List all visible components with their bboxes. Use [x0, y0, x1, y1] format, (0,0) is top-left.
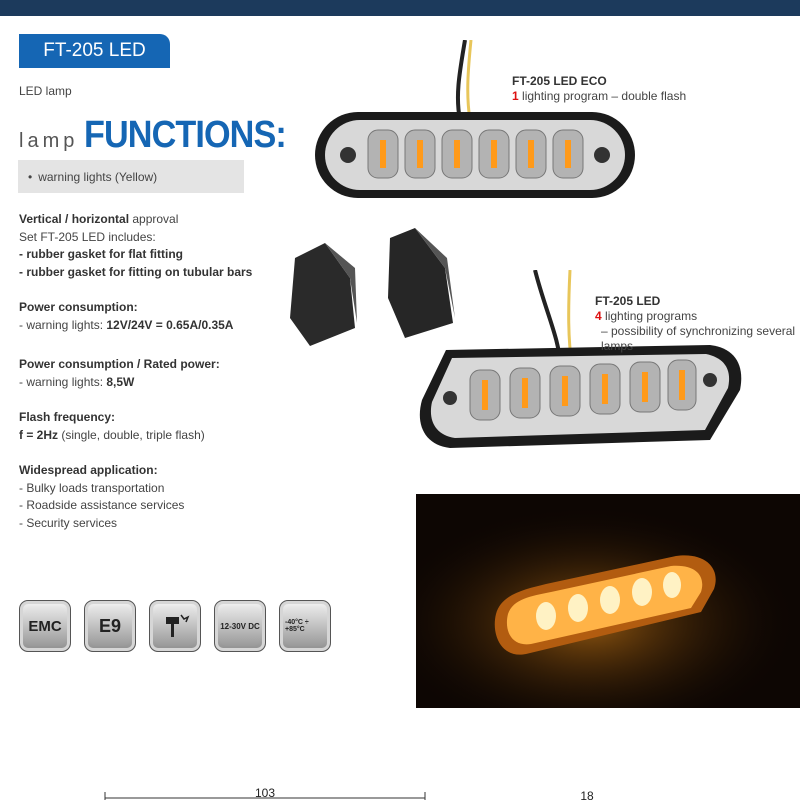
- impact-hammer-icon: [149, 600, 201, 652]
- eco-program-text: lighting program – double flash: [518, 89, 687, 103]
- power-title: Power consumption:: [19, 300, 138, 314]
- temperature-label: -40°C ÷ +85°C: [285, 606, 325, 646]
- standard-program-text: lighting programs: [601, 309, 698, 323]
- length-dimension: 103: [254, 786, 276, 800]
- application-block: [19, 462, 184, 532]
- application-title: Widespread application:: [19, 463, 158, 477]
- hammer-icon: [160, 611, 190, 641]
- standard-caption-title: FT-205 LED: [595, 294, 661, 308]
- approval-rest: approval: [129, 212, 179, 226]
- e9-approval-icon: [84, 600, 136, 652]
- standard-caption-sync: – possibility of synchronizing several lamps: [601, 324, 796, 353]
- flash-value: f = 2Hz: [19, 427, 59, 442]
- product-subtitle: LED lamp: [19, 84, 72, 98]
- includes-intro: Set FT-205 LED includes:: [19, 229, 156, 244]
- top-bar: [0, 0, 800, 16]
- functions-heading-big: FUNCTIONS:: [84, 114, 287, 156]
- temperature-icon: [279, 600, 331, 652]
- dimension-drawing: [0, 780, 800, 800]
- voltage-icon: [214, 600, 266, 652]
- glowing-lamp-graphic: [416, 494, 800, 708]
- application-item: - Roadside assistance services: [19, 498, 185, 513]
- function-item: warning lights (Yellow): [38, 169, 158, 184]
- functions-heading-small: lamp: [19, 130, 79, 152]
- impact-hammer-graphic: [155, 606, 195, 646]
- functions-list: [18, 160, 244, 193]
- standard-caption: [595, 294, 800, 354]
- flash-block: [19, 409, 205, 444]
- power-value: 12V/24V = 0.65A/0.35A: [106, 317, 234, 332]
- e9-label: E9: [90, 606, 130, 646]
- eco-caption-line: [512, 89, 686, 104]
- power-line: [19, 317, 233, 335]
- power-block: [19, 299, 233, 334]
- glowing-lamp-photo: [416, 494, 800, 708]
- rated-block: [19, 356, 220, 391]
- rated-line: [19, 374, 220, 392]
- flash-line: [19, 427, 205, 445]
- eco-program-count: 1: [512, 89, 519, 103]
- eco-lamp-image: [300, 40, 650, 210]
- approval-bold: Vertical / horizontal: [19, 212, 130, 226]
- standard-program-count: 4: [595, 309, 602, 323]
- voltage-label: 12-30V DC: [220, 606, 260, 646]
- certification-badges: [19, 600, 331, 652]
- includes-item-flat: - rubber gasket for flat fitting: [19, 247, 184, 262]
- eco-caption: [512, 74, 686, 104]
- rated-value: 8,5W: [106, 374, 135, 389]
- rated-prefix: - warning lights:: [19, 374, 107, 389]
- functions-heading: [19, 114, 309, 158]
- emc-icon: [19, 600, 71, 652]
- approval-block: [19, 211, 252, 281]
- product-tag: [19, 34, 170, 68]
- eco-caption-title: FT-205 LED ECO: [512, 74, 607, 88]
- rated-title: Power consumption / Rated power:: [19, 357, 220, 371]
- height-dimension: 18: [580, 789, 594, 800]
- product-tag-label: FT-205 LED: [43, 40, 146, 61]
- flash-rest: (single, double, triple flash): [58, 427, 205, 442]
- standard-caption-line: [595, 309, 800, 324]
- application-item: - Security services: [19, 515, 118, 530]
- emc-label: EMC: [25, 606, 65, 646]
- approval-line: [19, 211, 252, 229]
- power-prefix: - warning lights:: [19, 317, 107, 332]
- bullet-dot: •: [28, 169, 33, 184]
- application-item: - Bulky loads transportation: [19, 480, 165, 495]
- includes-item-tubular: - rubber gasket for fitting on tubular bars: [19, 264, 253, 279]
- flash-title: Flash frequency:: [19, 410, 116, 424]
